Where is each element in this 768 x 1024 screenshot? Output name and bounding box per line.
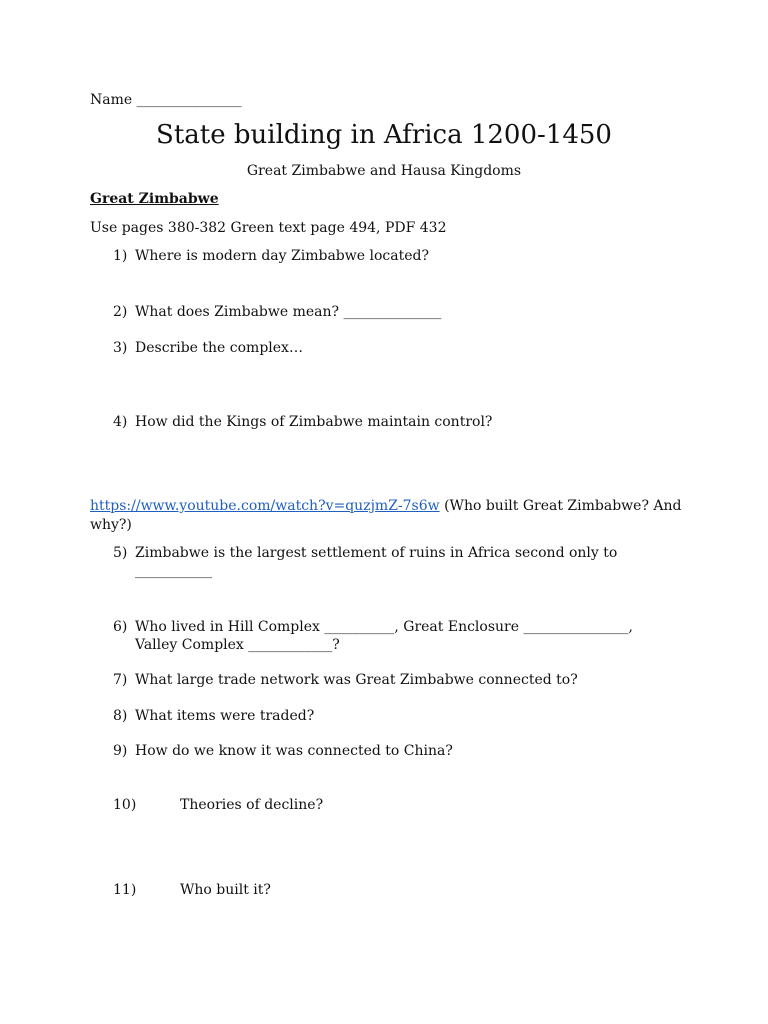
video-link[interactable]: https://www.youtube.com/watch?v=quzjmZ-7s6w	[90, 498, 440, 514]
page-title: State building in Africa 1200-1450	[156, 120, 612, 150]
question-text: Zimbabwe is the largest settlement of ruins in Africa second only to	[135, 545, 618, 561]
video-caption: (Who built Great Zimbabwe? And	[439, 498, 682, 514]
question-number: 5)	[113, 545, 128, 561]
question-number: 7)	[113, 672, 128, 688]
question-text: Theories of decline?	[180, 797, 324, 813]
question-number: 4)	[113, 414, 128, 430]
question-text: How do we know it was connected to China?	[135, 743, 453, 759]
question-text-continued: ___________	[135, 563, 212, 579]
question-number: 6)	[113, 619, 128, 635]
question-text: Who built it?	[180, 882, 271, 898]
question-text: Describe the complex…	[135, 340, 303, 356]
question-text: What large trade network was Great Zimbabwe connected to?	[135, 672, 578, 688]
question-number: 8)	[113, 708, 128, 724]
question-text: Where is modern day Zimbabwe located?	[135, 248, 429, 264]
instructions-text: Use pages 380-382 Green text page 494, PDF 432	[90, 220, 447, 236]
video-link-line	[90, 498, 682, 514]
question-text: Who lived in Hill Complex __________, Great Enclosure _______________,	[135, 619, 633, 635]
section-heading: Great Zimbabwe	[90, 191, 219, 207]
question-number: 10)	[113, 797, 137, 813]
question-text: What items were traded?	[135, 708, 315, 724]
question-text: How did the Kings of Zimbabwe maintain control?	[135, 414, 493, 430]
question-number: 2)	[113, 304, 128, 320]
question-number: 9)	[113, 743, 128, 759]
page-subtitle: Great Zimbabwe and Hausa Kingdoms	[246, 163, 522, 179]
name-line: Name _______________	[90, 92, 242, 108]
question-number: 11)	[113, 882, 137, 898]
question-number: 3)	[113, 340, 128, 356]
video-caption-continued: why?)	[90, 517, 132, 533]
question-text-continued: Valley Complex ____________?	[135, 637, 340, 653]
question-number: 1)	[113, 248, 128, 264]
question-text: What does Zimbabwe mean? ______________	[135, 304, 442, 320]
